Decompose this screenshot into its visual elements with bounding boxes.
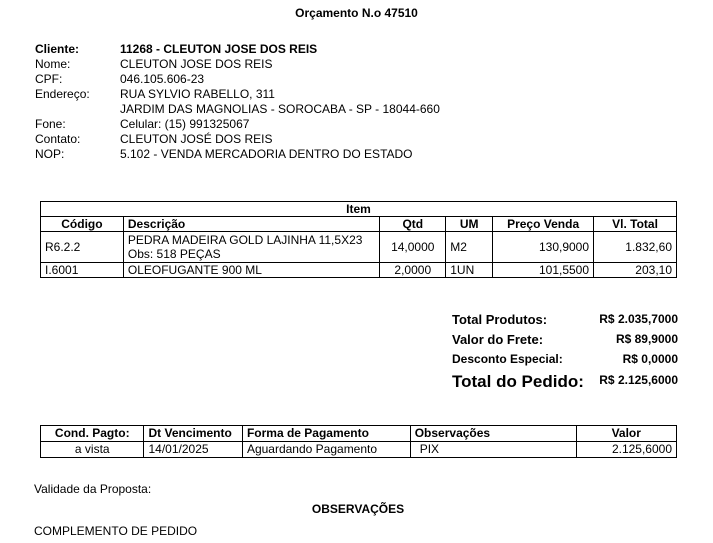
item-um: M2 — [446, 232, 493, 263]
address-line2-label — [35, 102, 120, 117]
payment-observation: PIX — [410, 442, 576, 458]
address-row — [35, 87, 440, 102]
name-row — [35, 57, 440, 72]
contact-label: Contato: — [35, 132, 81, 146]
name-label: Nome: — [35, 57, 71, 71]
payment-header-row — [41, 426, 677, 442]
phone-value: Celular: (15) 991325067 — [120, 117, 250, 131]
cpf-row — [35, 72, 440, 87]
address-line2-row — [35, 102, 440, 117]
client-info — [35, 42, 440, 162]
header-qty: Qtd — [380, 217, 446, 232]
header-price: Preço Venda — [493, 217, 594, 232]
header-observations: Observações — [410, 426, 576, 442]
table-row — [41, 442, 677, 458]
nop-row — [35, 147, 440, 162]
complement-text: COMPLEMENTO DE PEDIDO — [34, 524, 198, 538]
item-code: I.6001 — [41, 263, 124, 278]
item-qty: 14,0000 — [380, 232, 446, 263]
header-um: UM — [446, 217, 493, 232]
nop-label: NOP: — [35, 147, 65, 161]
header-payment-method: Forma de Pagamento — [242, 426, 410, 442]
table-row — [41, 263, 677, 278]
payment-table — [40, 425, 677, 458]
order-total-value: R$ 2.125,6000 — [599, 373, 678, 387]
item-description-text: PEDRA MADEIRA GOLD LAJINHA 11,5X23 — [127, 233, 363, 247]
address-label: Endereço: — [35, 87, 90, 101]
item-code: R6.2.2 — [41, 232, 124, 263]
freight-value: R$ 89,9000 — [615, 332, 678, 346]
total-products-row — [452, 312, 678, 332]
client-label: Cliente: — [35, 42, 80, 56]
address-line2-value: JARDIM DAS MAGNOLIAS - SOROCABA - SP - 18044-660 — [120, 102, 440, 116]
name-value: CLEUTON JOSE DOS REIS — [120, 57, 273, 71]
discount-row — [452, 352, 678, 372]
observations-title: OBSERVAÇÕES — [311, 502, 405, 516]
header-value: Valor — [576, 426, 677, 442]
header-description: Descrição — [123, 217, 379, 232]
header-due-date: Dt Vencimento — [144, 426, 242, 442]
header-total: Vl. Total — [594, 217, 677, 232]
client-row — [35, 42, 440, 57]
freight-row — [452, 332, 678, 352]
contact-value: CLEUTON JOSÉ DOS REIS — [120, 132, 273, 146]
items-caption: Item — [41, 202, 677, 217]
total-products-label: Total Produtos: — [452, 312, 548, 327]
header-payment-condition: Cond. Pagto: — [41, 426, 144, 442]
cpf-label: CPF: — [35, 72, 63, 86]
payment-value: 2.125,6000 — [576, 442, 677, 458]
item-price: 130,9000 — [493, 232, 594, 263]
document-title: Orçamento N.o 47510 — [295, 6, 418, 20]
item-total: 1.832,60 — [594, 232, 677, 263]
nop-value: 5.102 - VENDA MERCADORIA DENTRO DO ESTADO — [120, 147, 413, 161]
phone-row — [35, 117, 440, 132]
table-row — [41, 232, 677, 263]
phone-label: Fone: — [35, 117, 66, 131]
discount-value: R$ 0,0000 — [622, 352, 678, 366]
contact-row — [35, 132, 440, 147]
totals-block — [452, 312, 678, 396]
payment-condition: a vista — [41, 442, 144, 458]
item-obs-text: Obs: 518 PEÇAS — [127, 247, 221, 261]
item-description — [123, 232, 379, 263]
item-total: 203,10 — [594, 263, 677, 278]
item-qty: 2,0000 — [380, 263, 446, 278]
items-table — [40, 201, 677, 278]
client-value: 11268 - CLEUTON JOSE DOS REIS — [120, 42, 318, 56]
discount-label: Desconto Especial: — [452, 352, 563, 366]
freight-label: Valor do Frete: — [452, 332, 544, 347]
items-header-row — [41, 217, 677, 232]
item-um: 1UN — [446, 263, 493, 278]
cpf-value: 046.105.606-23 — [120, 72, 205, 86]
order-total-row — [452, 372, 678, 396]
validity-label: Validade da Proposta: — [34, 482, 152, 496]
header-code: Código — [41, 217, 124, 232]
order-total-label: Total do Pedido: — [452, 372, 584, 391]
total-products-value: R$ 2.035,7000 — [599, 312, 678, 326]
due-date: 14/01/2025 — [144, 442, 242, 458]
item-price: 101,5500 — [493, 263, 594, 278]
payment-method: Aguardando Pagamento — [242, 442, 410, 458]
item-description: OLEOFUGANTE 900 ML — [123, 263, 379, 278]
address-value: RUA SYLVIO RABELLO, 311 — [120, 87, 275, 101]
